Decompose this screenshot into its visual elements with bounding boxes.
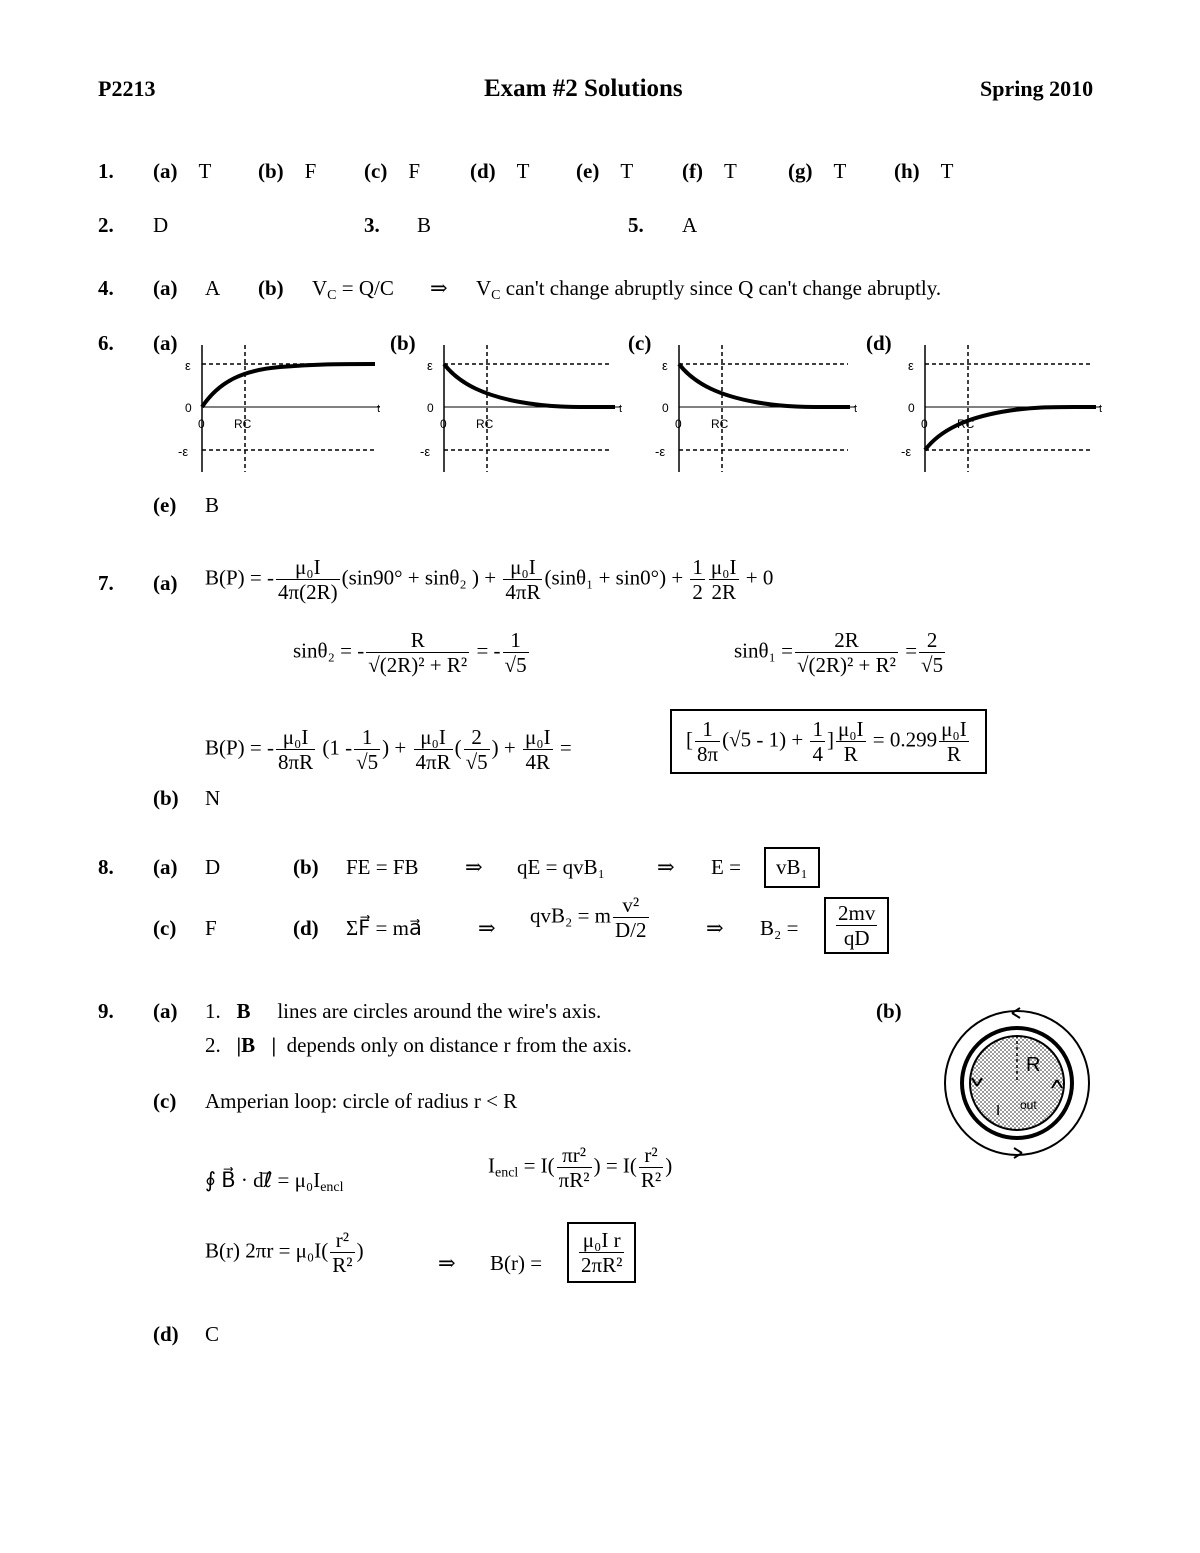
eps-tick: ε: [427, 358, 433, 373]
q1-number: 1.: [98, 159, 114, 183]
q8-c-answer: F: [205, 916, 217, 940]
b-field-equation: B(r) 2πr = μ₀I( $\frac{\text{r²}}{\text{R²}}$ ): [205, 1228, 364, 1278]
q8-a-answer: D: [205, 855, 221, 879]
q4-b-explanation: $V_C$ can't change abruptly since Q can't change abruptly.: [476, 276, 942, 303]
field-arrow-icon: [1014, 1148, 1022, 1158]
sin-theta2-equation: sinθ₂ = - $\frac{R}{\text{√(2R)² + R²}}$ = - $\frac{1}{√5}$: [293, 628, 527, 678]
page-title: Exam #2 Solutions: [484, 75, 683, 102]
origin-tick: 0: [440, 417, 447, 431]
q6-e-answer: B: [205, 493, 220, 517]
q8-b-boxed-answer: vB₁: [764, 847, 820, 888]
rc-tick: RC: [711, 417, 729, 431]
q8-a-label: (a): [153, 855, 178, 879]
i-enclosed-equation: $I_{encl} = I$( $\frac{\text{πr²}}{\text{πR²}}$ ) = I( $\frac{\text{r²}}{\text{R²}}$ ): [488, 1143, 673, 1193]
q9-c-text: Amperian loop: circle of radius r < R: [205, 1089, 518, 1113]
q9-b-label: (b): [876, 999, 902, 1023]
decay-curve: [444, 364, 615, 407]
q8-d-equation: ΣF⃗ = ma⃗: [346, 916, 422, 940]
q9-d-label: (d): [153, 1322, 179, 1346]
q6-b-label: (b): [390, 331, 416, 355]
q1-item: (b) F: [258, 159, 317, 183]
q4-b-equation: $V_C = Q/C$: [312, 276, 394, 303]
q8-number: 8.: [98, 855, 114, 879]
q7-final-equation: B(P) = - $\frac{\text{μ₀I}}{8\pi R}$ (1 - $\frac{1}{√5}$ ) + $\frac{\text{μ₀I}}{4\pi R}$ ( $\frac{2}{√5}$ ) + $\frac{\text{μ₀I}}{4R}$ =: [205, 725, 572, 775]
q1-item: (f) T: [682, 159, 737, 183]
q8-d-mid: qvB₂ = m $\frac{\text{v²}}{D/2}$: [530, 893, 647, 943]
origin-tick: 0: [675, 417, 682, 431]
q7-boxed-answer: [ $\frac{1}{8\pi}$ (√5 - 1) + $\frac{1}{4}$ ] $\frac{\text{μ₀I}}{R}$ = 0.299 $\frac{\text{μ₀I}}{R}$: [670, 709, 987, 774]
eps-tick: ε: [185, 358, 191, 373]
graph-d: [901, 345, 1102, 472]
charge-curve: [202, 364, 375, 407]
t-tick: t: [854, 403, 858, 415]
q9-a2: 2. |B⃗| depends only on distance r from the axis.: [205, 1033, 632, 1057]
t-tick: t: [377, 403, 381, 415]
rc-tick: RC: [476, 417, 494, 431]
implies-symbol: ⇒: [465, 855, 483, 879]
implies-symbol: ⇒: [430, 276, 448, 300]
q1-item: (d) T: [470, 159, 530, 183]
term: Spring 2010: [980, 76, 1094, 101]
course-code: P2213: [98, 76, 156, 101]
decay-curve: [679, 364, 850, 407]
q1-item: (a) T: [153, 159, 212, 183]
eps-tick: ε: [662, 358, 668, 373]
eps-tick: ε: [908, 358, 914, 373]
implies-symbol: ⇒: [438, 1251, 456, 1275]
q3-answer: B: [417, 213, 432, 237]
radius-label: R: [1026, 1054, 1041, 1076]
q1-item: (g) T: [788, 159, 847, 183]
q8-c-label: (c): [153, 916, 177, 940]
q8-d-label: (d): [293, 916, 319, 940]
q8-d-end: B₂ =: [760, 916, 799, 940]
wire-cross-section-figure: [940, 1005, 1095, 1165]
q9-c-boxed-answer: $\frac{\text{μ₀I r}}{\text{2πR²}}$: [567, 1222, 636, 1283]
q6-e-label: (e): [153, 493, 177, 517]
zero-tick: 0: [662, 401, 669, 415]
q4-b-label: (b): [258, 276, 284, 300]
current-label: I: [996, 1102, 1001, 1119]
q8-b-equation: FE = FB: [346, 855, 419, 879]
q7-b-label: (b): [153, 786, 179, 810]
implies-symbol: ⇒: [706, 916, 724, 940]
q4-a-answer: A: [205, 276, 221, 300]
neg-eps-tick: -ε: [901, 444, 912, 459]
q9-number: 9.: [98, 999, 114, 1023]
q9-a1: 1. B⃗ lines are circles around the wire's axis.: [205, 999, 602, 1023]
q9-c-label: (c): [153, 1089, 177, 1113]
q6-d-label: (d): [866, 331, 892, 355]
q1-item: (h) T: [894, 159, 954, 183]
q7-number: 7.: [98, 571, 114, 595]
q6-number: 6.: [98, 331, 114, 355]
q8-b-label: (b): [293, 855, 319, 879]
q2-answer: D: [153, 213, 169, 237]
implies-symbol: ⇒: [657, 855, 675, 879]
zero-tick: 0: [185, 401, 192, 415]
sin-theta1-equation: sinθ₁ = $\frac{2R}{\text{√(2R)² + R²}}$ = $\frac{2}{√5}$: [734, 628, 944, 678]
q6-graphs: [170, 340, 1120, 480]
q7-b-answer: N: [205, 786, 221, 810]
q9-a-label: (a): [153, 999, 178, 1023]
neg-rise-curve: [925, 407, 1096, 450]
ampere-law: ∮ B⃗ · dℓ⃗ = $\mu_0I_{encl}$: [205, 1168, 344, 1195]
origin-tick: 0: [198, 417, 205, 431]
q2-number: 2.: [98, 213, 114, 237]
q9-d-answer: C: [205, 1322, 220, 1346]
rc-tick: RC: [957, 417, 975, 431]
q8-d-boxed-answer: $\frac{2mv}{qD}$: [824, 897, 889, 954]
neg-eps-tick: -ε: [178, 444, 189, 459]
neg-eps-tick: -ε: [655, 444, 666, 459]
q8-b-mid: qE = qvB₁: [517, 855, 605, 879]
q1-item: (c) F: [364, 159, 420, 183]
origin-tick: 0: [921, 417, 928, 431]
out-label: out: [1020, 1098, 1037, 1112]
q6-c-label: (c): [628, 331, 652, 355]
q7-bp-equation: B(P) = - $\frac{\text{μ₀I}}{4\pi(2R)}$ (sin90° + sinθ₂ ) + $\frac{\text{μ₀I}}{4\pi R}$ (sinθ₁ + sin0°) + $\frac{1}{2}$ $\frac{\text{μ₀I}}{2R}$ + 0: [205, 555, 774, 605]
q5-answer: A: [682, 213, 698, 237]
neg-eps-tick: -ε: [420, 444, 431, 459]
q5-number: 5.: [628, 213, 644, 237]
zero-tick: 0: [427, 401, 434, 415]
implies-symbol: ⇒: [478, 916, 496, 940]
field-arrow-icon: [1012, 1008, 1020, 1018]
q3-number: 3.: [364, 213, 380, 237]
t-tick: t: [619, 403, 623, 415]
q4-number: 4.: [98, 276, 114, 300]
q6-a-label: (a): [153, 331, 178, 355]
b-field-result-label: B(r) =: [490, 1251, 543, 1275]
q8-b-end: E =: [711, 855, 741, 879]
graph-c: [655, 345, 857, 472]
q4-a-label: (a): [153, 276, 178, 300]
t-tick: t: [1099, 403, 1103, 415]
graph-a: [178, 345, 380, 472]
zero-tick: 0: [908, 401, 915, 415]
graph-b: [420, 345, 622, 472]
q1-item: (e) T: [576, 159, 634, 183]
rc-tick: RC: [234, 417, 252, 431]
q7-a-label: (a): [153, 571, 178, 595]
